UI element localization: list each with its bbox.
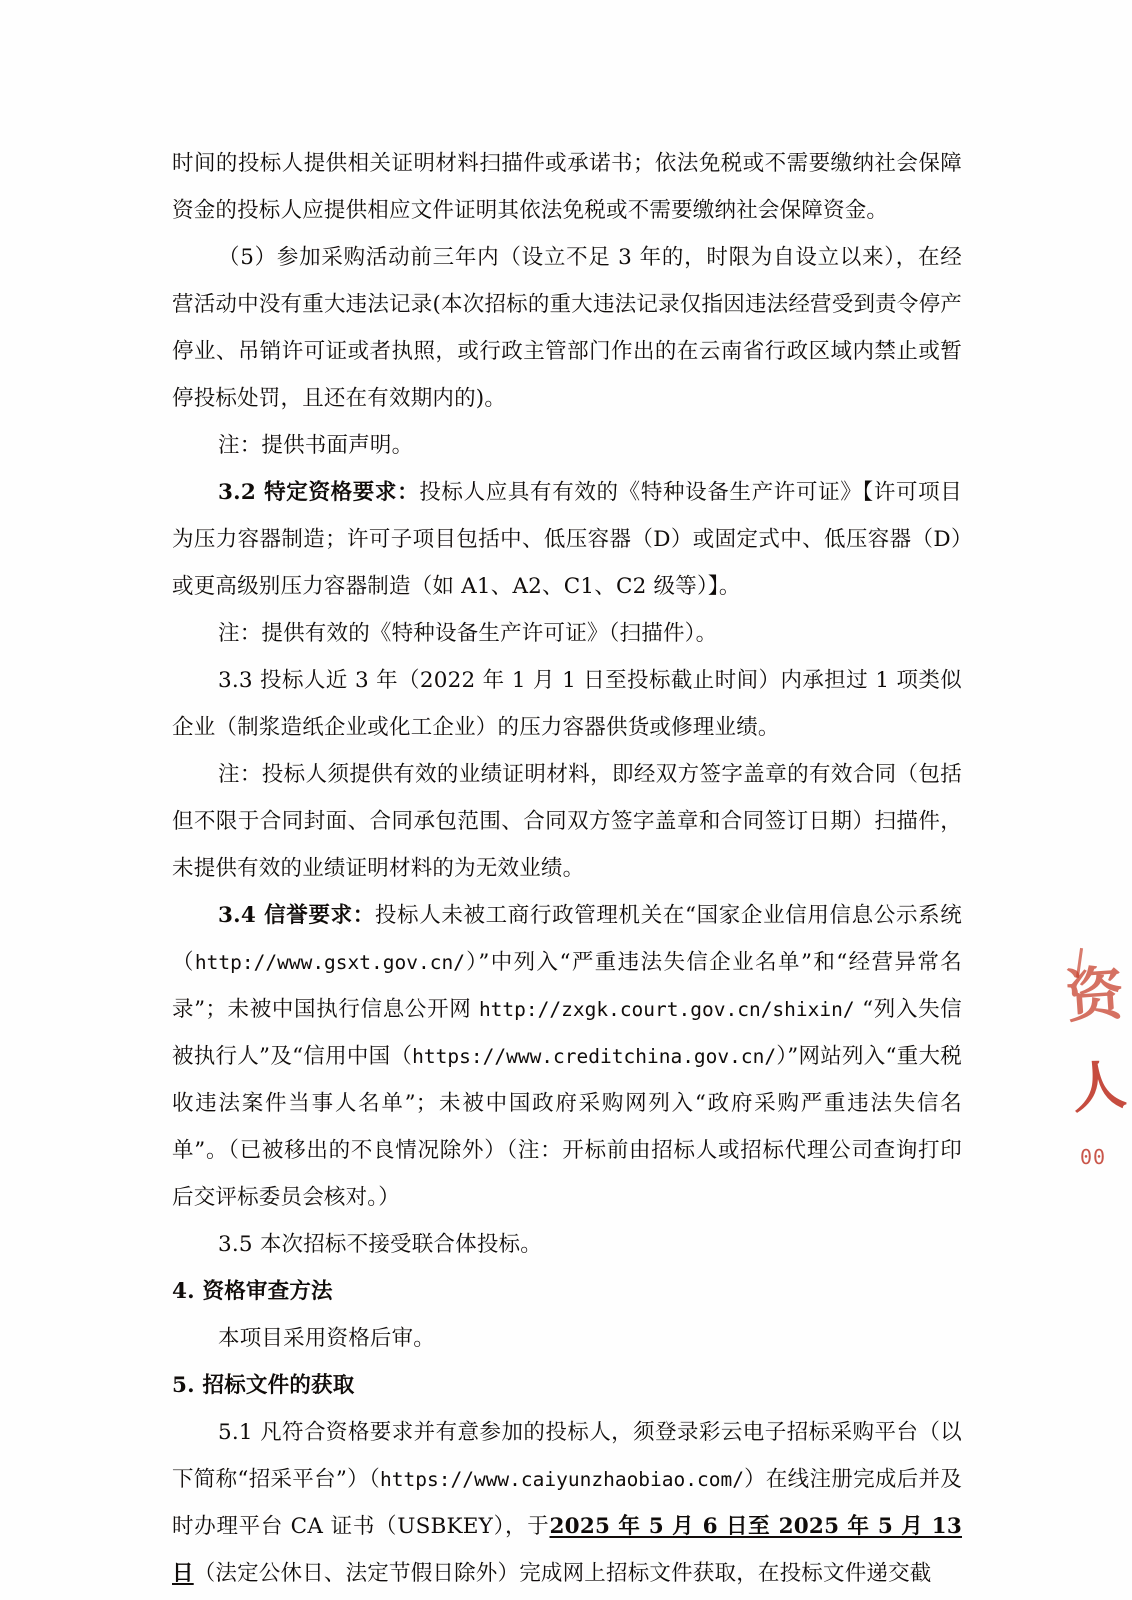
heading-section-5: 5. 招标文件的获取 [172, 1373, 355, 1398]
heading-section-4: 4. 资格审查方法 [172, 1279, 333, 1304]
section-3-4-seg-2: ）”中列入“严重违法失信企业名单”和“经营异常名录”；未被中国执行信息公开网 [172, 950, 962, 1022]
section-3-2-text: 投标人应具有有效的《特种设备生产许可证》【许可项目为压力容器制造；许可子项目包括中、低压容器（D）或固定式中、低压容器（D）或更高级别压力容器制造（如 A1、A2、C1、C2 级等）】。 [172, 480, 962, 599]
acquisition-date-range: 2025 年 5 月 6 日至 2025 年 5 月 13 日 [172, 1514, 962, 1586]
section-3-2-lead: 3.2 特定资格要求： [218, 480, 420, 505]
section-5-1-seg-2: ）在线注册完成后并及时办理平台 CA 证书（USBKEY），于 [172, 1467, 962, 1539]
creditchina-url[interactable]: https://www.creditchina.gov.cn/ [412, 1045, 777, 1068]
paragraph-note-2: 注：提供有效的《特种设备生产许可证》（扫描件）。 [218, 621, 718, 646]
paragraph-section-3-2 [172, 469, 962, 610]
gsxt-url[interactable]: http://www.gsxt.gov.cn/ [194, 951, 465, 974]
stamp-stroke [1076, 948, 1083, 978]
paragraph-section-5-1 [172, 1409, 962, 1597]
paragraph-section-3-4 [172, 892, 962, 1221]
section-3-4-lead: 3.4 信誉要求： [218, 903, 375, 928]
page-footer-mark [566, 1556, 567, 1557]
caiyunzhaobiao-url[interactable]: https://www.caiyunzhaobiao.com/ [380, 1468, 744, 1491]
paragraph-note-1: 注：提供书面声明。 [218, 433, 414, 458]
section-3-4-seg-3: “列入失信被执行人”及“信用中国（ [172, 997, 963, 1069]
paragraph-item-5: （5）参加采购活动前三年内（设立不足 3 年的，时限为自设立以来），在经营活动中没有重大违法记录(本次招标的重大违法记录仅指因违法经营受到责令停产停业、吊销许可证或者执照，或行政主管部门作出的在云南省行政区域内禁止或暂停投标处罚，且还在有效期内的)。 [172, 245, 962, 411]
section-3-4-seg-1: 投标人未被工商行政管理机关在“国家企业信用信息公示系统（ [172, 903, 962, 975]
paragraph-section-4-body: 本项目采用资格后审。 [218, 1326, 436, 1351]
section-3-4-seg-4: ）”网站列入“重大税收违法案件当事人名单”；未被中国政府采购网列入“政府采购严重违法失信名单”。（已被移出的不良情况除外）（注：开标前由招标人或招标代理公司查询打印后交评标委员会核对。） [172, 1044, 963, 1210]
paragraph-section-3-3: 3.3 投标人近 3 年（2022 年 1 月 1 日至投标截止时间）内承担过 1 项类似企业（制浆造纸企业或化工企业）的压力容器供货或修理业绩。 [172, 668, 962, 740]
paragraph-note-3: 注：投标人须提供有效的业绩证明材料，即经双方签字盖章的有效合同（包括但不限于合同封面、合同承包范围、合同双方签字盖章和合同签订日期）扫描件，未提供有效的业绩证明材料的为无效业绩。 [172, 762, 962, 881]
seal-code: 00 [1080, 1145, 1107, 1169]
seal-glyph-top: 资 [1063, 959, 1126, 1032]
document-body [172, 140, 962, 1597]
section-5-1-seg-1: 5.1 凡符合资格要求并有意参加的投标人，须登录彩云电子招标采购平台（以下简称“招采平台”）（ [172, 1420, 962, 1492]
zxgk-url[interactable]: http://zxgk.court.gov.cn/shixin/ [478, 998, 855, 1021]
paragraph-continuation: 时间的投标人提供相关证明材料扫描件或承诺书；依法免税或不需要缴纳社会保障资金的投标人应提供相应文件证明其依法免税或不需要缴纳社会保障资金。 [172, 151, 962, 223]
section-5-1-seg-3: （法定公休日、法定节假日除外）完成网上招标文件获取，在投标文件递交截 [193, 1561, 932, 1586]
paragraph-section-3-5: 3.5 本次招标不接受联合体投标。 [218, 1232, 542, 1257]
seal-glyph-bottom: 人 [1068, 1051, 1129, 1121]
